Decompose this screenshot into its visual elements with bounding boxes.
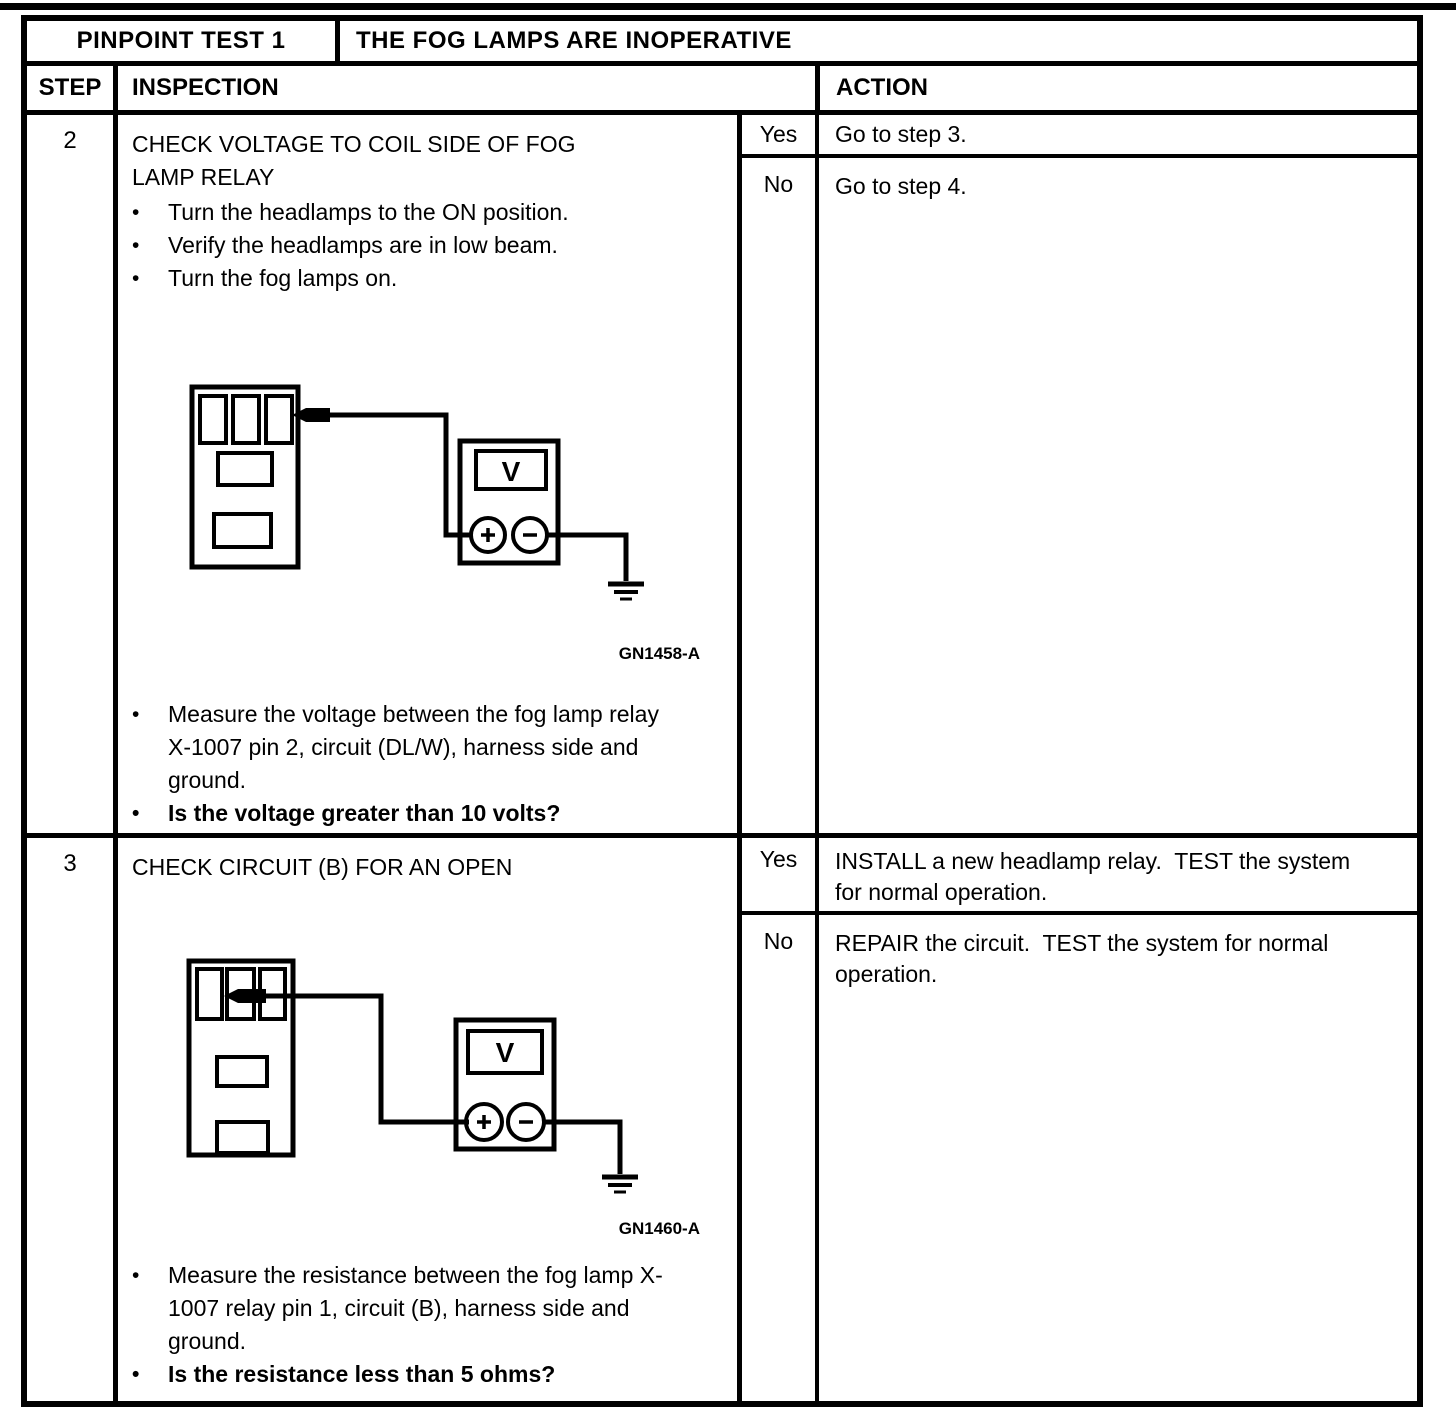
table-row-step-2 <box>27 115 1417 838</box>
action-text: REPAIR the circuit. TEST the system for normal operation. <box>835 930 1335 987</box>
bullet-icon: • <box>132 267 140 290</box>
list-item <box>132 1259 729 1358</box>
connector-slot <box>266 396 292 443</box>
test-lead-wire <box>328 415 473 535</box>
action-text: Go to step 4. <box>835 173 967 199</box>
action-cell <box>819 915 1417 1401</box>
bullet-icon: • <box>132 802 140 825</box>
yes-branch-row <box>742 838 1417 915</box>
page-top-rule <box>0 3 1456 10</box>
list-item <box>132 797 729 830</box>
table-title-row <box>27 21 1417 66</box>
yes-branch-row <box>742 115 1417 158</box>
list-item <box>132 262 729 295</box>
column-header-inspection: INSPECTION <box>118 66 820 110</box>
voltmeter-v-label: V <box>495 1037 515 1068</box>
action-cell <box>819 838 1417 911</box>
yes-label: Yes <box>742 115 819 154</box>
bullet-icon: • <box>132 1363 140 1386</box>
action-text: INSTALL a new headlamp relay. TEST the system for normal operation. <box>835 848 1357 905</box>
ground-icon <box>602 1177 638 1192</box>
list-item <box>132 1358 729 1391</box>
probe-plug-icon <box>224 989 266 1003</box>
test-lead-wire <box>266 996 469 1122</box>
figure-label: GN1458-A <box>618 644 700 663</box>
pinpoint-test-label: PINPOINT TEST 1 <box>27 21 340 61</box>
question-text: Is the voltage greater than 10 volts? <box>168 800 561 826</box>
inspection-title: CHECK CIRCUIT (B) FOR AN OPEN <box>132 854 513 880</box>
pinpoint-test-table <box>21 15 1423 1407</box>
bullet-text: Measure the voltage between the fog lamp relay X-1007 pin 2, circuit (DL/W), harness side and ground. <box>168 701 659 793</box>
relay-connector <box>192 387 298 567</box>
result-action-block <box>742 838 1417 1401</box>
connector-cavity <box>218 453 272 485</box>
connector-cavity <box>214 514 271 547</box>
list-item <box>132 229 729 262</box>
step-number: 3 <box>27 838 118 1401</box>
no-label: No <box>742 158 819 833</box>
setup-bullet-list <box>132 196 729 295</box>
column-header-action: ACTION <box>836 74 928 101</box>
bullet-icon: • <box>132 234 140 257</box>
terminal-signs <box>481 528 537 542</box>
bullet-text: Verify the headlamps are in low beam. <box>168 232 558 258</box>
bullet-icon: • <box>132 703 140 726</box>
action-cell <box>819 158 1417 833</box>
bullet-text: Turn the fog lamps on. <box>168 265 398 291</box>
table-row-step-3 <box>27 838 1417 1401</box>
no-branch-row <box>742 915 1417 1401</box>
connector-cavity <box>217 1057 267 1086</box>
test-title: THE FOG LAMPS ARE INOPERATIVE <box>356 27 792 54</box>
bullet-icon: • <box>132 1264 140 1287</box>
step-number: 2 <box>27 115 118 833</box>
list-item <box>132 196 729 229</box>
connector-slot <box>200 396 226 443</box>
connector-slot <box>197 969 222 1019</box>
bullet-icon: • <box>132 201 140 224</box>
connector-slot <box>233 396 259 443</box>
ground-icon <box>608 584 644 599</box>
voltage-test-figure <box>148 383 708 668</box>
inspection-cell <box>118 115 742 833</box>
column-header-step: STEP <box>27 66 118 110</box>
action-cell <box>819 115 1417 154</box>
bullet-text: Measure the resistance between the fog lamp X-1007 relay pin 1, circuit (B), harness side and ground. <box>168 1262 663 1354</box>
list-item <box>132 698 729 797</box>
no-label: No <box>742 915 819 1401</box>
figure-label: GN1460-A <box>618 1219 700 1238</box>
voltmeter-v-label: V <box>501 456 521 487</box>
measurement-bullet-list <box>132 698 729 830</box>
no-branch-row <box>742 158 1417 833</box>
action-text: Go to step 3. <box>835 121 967 147</box>
connector-cavity <box>217 1122 268 1153</box>
terminal-signs <box>477 1115 533 1129</box>
inspection-title: CHECK VOLTAGE TO COIL SIDE OF FOG LAMP RELAY <box>132 131 576 190</box>
inspection-cell <box>118 838 742 1401</box>
bullet-text: Turn the headlamps to the ON position. <box>168 199 569 225</box>
measurement-bullet-list <box>132 1259 729 1391</box>
yes-label: Yes <box>742 838 819 911</box>
result-action-block <box>742 115 1417 833</box>
question-text: Is the resistance less than 5 ohms? <box>168 1361 556 1387</box>
resistance-test-figure <box>148 950 708 1245</box>
column-header-row <box>27 66 1417 115</box>
